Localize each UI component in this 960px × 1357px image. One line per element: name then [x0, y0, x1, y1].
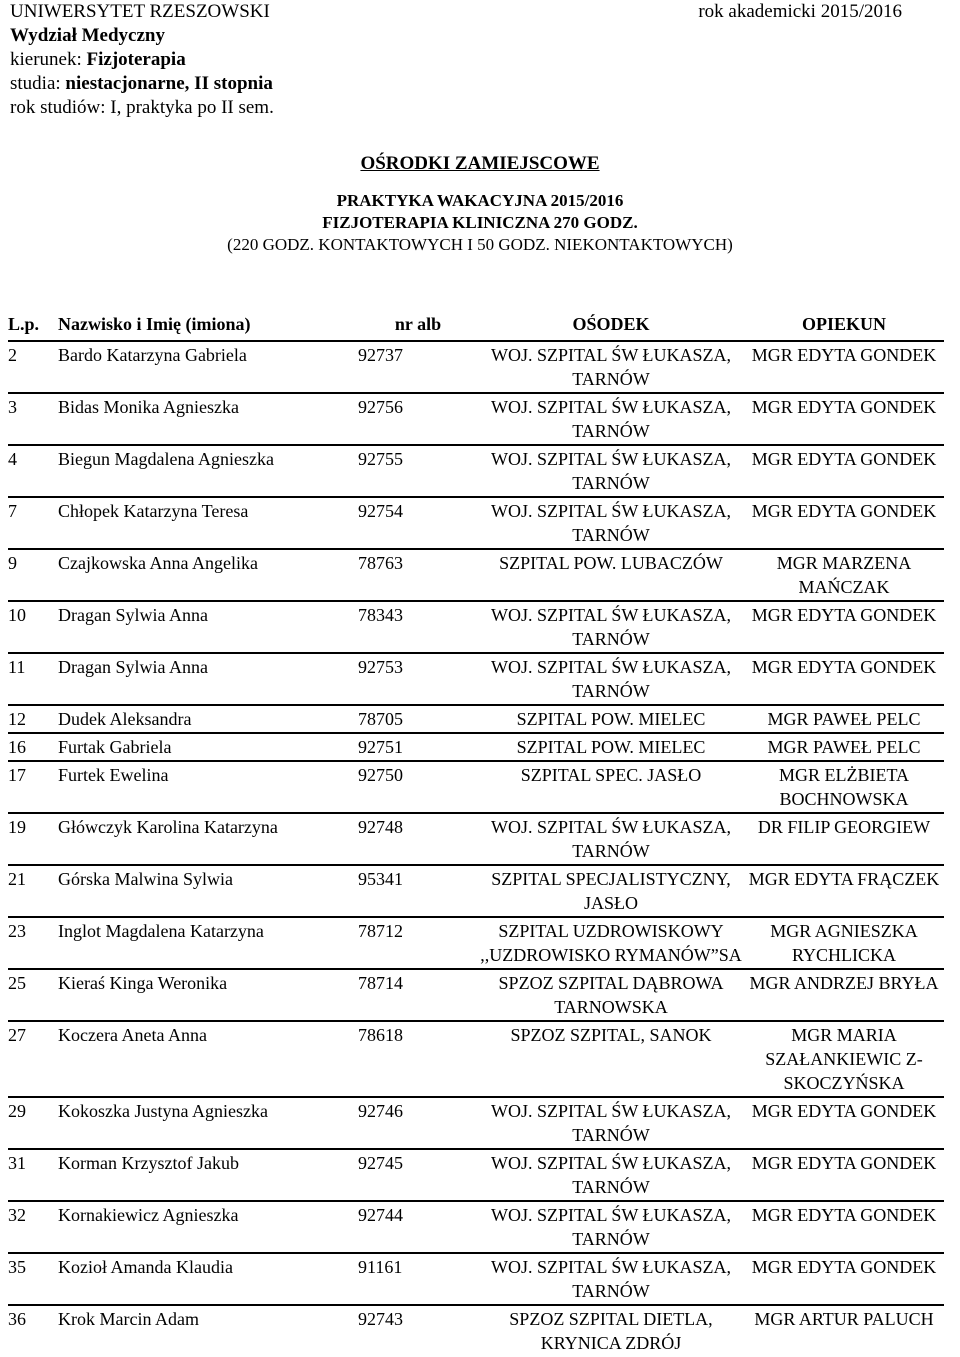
- row-lp: 3: [8, 393, 58, 445]
- row-album: 91161: [358, 1253, 478, 1305]
- row-lp: 4: [8, 445, 58, 497]
- row-site: WOJ. SZPITAL ŚW ŁUKASZA, TARNÓW: [478, 813, 744, 865]
- table-row: [8, 549, 944, 601]
- study-year: rok studiów: I, praktyka po II sem.: [10, 97, 274, 118]
- row-name: Kieraś Kinga Weronika: [58, 969, 358, 1021]
- row-tutor: MGR EDYTA FRĄCZEK: [744, 865, 944, 917]
- row-album: 92753: [358, 653, 478, 705]
- row-album: 92746: [358, 1097, 478, 1149]
- row-tutor: MGR PAWEŁ PELC: [744, 705, 944, 733]
- row-site: WOJ. SZPITAL ŚW ŁUKASZA, TARNÓW: [478, 1253, 744, 1305]
- row-tutor: MGR EDYTA GONDEK: [744, 445, 944, 497]
- table-header-row: [8, 310, 944, 341]
- row-album: 78714: [358, 969, 478, 1021]
- column-header-tutor: OPIEKUN: [744, 310, 944, 341]
- row-lp: 21: [8, 865, 58, 917]
- row-lp: 19: [8, 813, 58, 865]
- row-tutor: MGR EDYTA GONDEK: [744, 1097, 944, 1149]
- row-site: WOJ. SZPITAL ŚW ŁUKASZA, TARNÓW: [490, 345, 732, 389]
- row-name: Kornakiewicz Agnieszka: [58, 1201, 358, 1253]
- page-title: OŚRODKI ZAMIEJSCOWE: [360, 153, 600, 174]
- field-value: Fizjoterapia: [86, 49, 186, 70]
- row-tutor: MGR EDYTA GONDEK: [744, 1201, 944, 1253]
- row-site: WOJ. SZPITAL ŚW ŁUKASZA, TARNÓW: [478, 601, 744, 653]
- row-album: 92750: [358, 761, 478, 813]
- row-tutor: MGR MARIA SZAŁANKIEWIC Z-SKOCZYŃSKA: [744, 1021, 944, 1097]
- row-lp: 16: [8, 733, 58, 761]
- row-lp: 9: [8, 549, 58, 601]
- row-name: Górska Malwina Sylwia: [58, 865, 358, 917]
- row-tutor: MGR MARZENA MAŃCZAK: [744, 549, 944, 601]
- row-site: WOJ. SZPITAL ŚW ŁUKASZA, TARNÓW: [478, 393, 744, 445]
- row-lp: 11: [8, 653, 58, 705]
- row-site: SZPITAL SPECJALISTYCZNY, JASŁO: [478, 865, 744, 917]
- table-row: [8, 1097, 944, 1149]
- row-lp: 7: [8, 497, 58, 549]
- row-site: WOJ. SZPITAL ŚW ŁUKASZA, TARNÓW: [478, 497, 744, 549]
- subtitle-line-1: PRAKTYKA WAKACYJNA 2015/2016: [336, 191, 624, 210]
- table-row: [8, 761, 944, 813]
- row-name: Kokoszka Justyna Agnieszka: [58, 1097, 358, 1149]
- row-name: Koczera Aneta Anna: [58, 1021, 358, 1097]
- row-tutor: MGR EDYTA GONDEK: [744, 653, 944, 705]
- row-album: 78343: [358, 601, 478, 653]
- row-lp: 2: [8, 345, 17, 365]
- row-lp: 31: [8, 1149, 58, 1201]
- row-album: 92744: [358, 1201, 478, 1253]
- row-site: SPZOZ SZPITAL DĄBROWA TARNOWSKA: [478, 969, 744, 1021]
- table-row: [8, 813, 944, 865]
- row-name: Dragan Sylwia Anna: [58, 653, 358, 705]
- row-album: 78618: [358, 1021, 478, 1097]
- row-album: 78705: [358, 705, 478, 733]
- row-album: 78712: [358, 917, 478, 969]
- row-lp: 10: [8, 601, 58, 653]
- row-album: 95341: [358, 865, 478, 917]
- table-row: [8, 865, 944, 917]
- table-row: [8, 1305, 944, 1356]
- row-album: 92755: [358, 445, 478, 497]
- row-name: Chłopek Katarzyna Teresa: [58, 497, 358, 549]
- row-name: Krok Marcin Adam: [58, 1305, 358, 1356]
- table-row: [8, 733, 944, 761]
- row-album: 92748: [358, 813, 478, 865]
- row-album: 78763: [358, 549, 478, 601]
- row-tutor: MGR ARTUR PALUCH: [744, 1305, 944, 1356]
- table-row: [8, 653, 944, 705]
- row-tutor: DR FILIP GEORGIEW: [744, 813, 944, 865]
- row-site: WOJ. SZPITAL ŚW ŁUKASZA, TARNÓW: [478, 1097, 744, 1149]
- row-album: 92756: [358, 393, 478, 445]
- row-name: Kozioł Amanda Klaudia: [58, 1253, 358, 1305]
- row-site: WOJ. SZPITAL ŚW ŁUKASZA, TARNÓW: [478, 445, 744, 497]
- table-row: [8, 1149, 944, 1201]
- row-album: 92745: [358, 1149, 478, 1201]
- row-album: 92754: [358, 497, 478, 549]
- row-name: Korman Krzysztof Jakub: [58, 1149, 358, 1201]
- row-site: SZPITAL POW. MIELEC: [478, 733, 744, 761]
- row-site: SPZOZ SZPITAL DIETLA, KRYNICA ZDRÓJ: [478, 1305, 744, 1356]
- row-tutor: MGR EDYTA GONDEK: [744, 1253, 944, 1305]
- study-label: studia:: [10, 73, 66, 94]
- column-header-name: Nazwisko i Imię (imiona): [58, 310, 358, 341]
- row-name: Czajkowska Anna Angelika: [58, 549, 358, 601]
- table-row: [8, 1021, 944, 1097]
- row-tutor: MGR AGNIESZKA RYCHLICKA: [744, 917, 944, 969]
- row-tutor: MGR EDYTA GONDEK: [744, 393, 944, 445]
- table-row: [8, 705, 944, 733]
- column-header-album: nr alb: [358, 310, 478, 341]
- row-album: 92751: [358, 733, 478, 761]
- row-site: SPZOZ SZPITAL, SANOK: [478, 1021, 744, 1097]
- table-row: [8, 917, 944, 969]
- row-lp: 25: [8, 969, 58, 1021]
- table-row: [8, 393, 944, 445]
- faculty-name: Wydział Medyczny: [10, 25, 165, 46]
- table-row: [8, 601, 944, 653]
- row-site: WOJ. SZPITAL ŚW ŁUKASZA, TARNÓW: [478, 653, 744, 705]
- row-lp: 27: [8, 1021, 58, 1097]
- row-name: Inglot Magdalena Katarzyna: [58, 917, 358, 969]
- row-album: 92737: [358, 345, 403, 365]
- row-site: SZPITAL POW. MIELEC: [478, 705, 744, 733]
- page-subtitle: [0, 190, 960, 256]
- row-lp: 23: [8, 917, 58, 969]
- table-row: [8, 497, 944, 549]
- row-name: Bardo Katarzyna Gabriela: [58, 345, 247, 365]
- table-row: [8, 1201, 944, 1253]
- row-tutor: MGR EDYTA GONDEK: [751, 345, 937, 365]
- row-name: Dudek Aleksandra: [58, 705, 358, 733]
- row-tutor: MGR ANDRZEJ BRYŁA: [744, 969, 944, 1021]
- row-tutor: MGR EDYTA GONDEK: [744, 601, 944, 653]
- subtitle-line-2: FIZJOTERAPIA KLINICZNA 270 GODZ.: [322, 213, 638, 232]
- row-name: Bidas Monika Agnieszka: [58, 393, 358, 445]
- row-lp: 36: [8, 1305, 58, 1356]
- row-lp: 29: [8, 1097, 58, 1149]
- row-name: Furtek Ewelina: [58, 761, 358, 813]
- row-lp: 35: [8, 1253, 58, 1305]
- table-row: [8, 341, 944, 393]
- row-name: Furtak Gabriela: [58, 733, 358, 761]
- field-label: kierunek:: [10, 49, 87, 70]
- row-site: WOJ. SZPITAL ŚW ŁUKASZA, TARNÓW: [478, 1149, 744, 1201]
- row-album: 92743: [358, 1305, 478, 1356]
- row-name: Główczyk Karolina Katarzyna: [58, 813, 358, 865]
- column-header-site: OŚODEK: [478, 310, 744, 341]
- row-lp: 12: [8, 705, 58, 733]
- row-tutor: MGR EDYTA GONDEK: [744, 497, 944, 549]
- column-header-lp: L.p.: [8, 310, 58, 341]
- row-tutor: MGR EDYTA GONDEK: [744, 1149, 944, 1201]
- row-lp: 32: [8, 1201, 58, 1253]
- study-mode: [10, 72, 274, 96]
- table-body: [8, 341, 944, 1356]
- table-row: [8, 969, 944, 1021]
- table-row: [8, 445, 944, 497]
- table-row: [8, 1253, 944, 1305]
- row-tutor: MGR PAWEŁ PELC: [744, 733, 944, 761]
- university-name: UNIWERSYTET RZESZOWSKI: [10, 1, 270, 22]
- academic-year: rok akademicki 2015/2016: [698, 1, 902, 22]
- field-of-study: [10, 48, 274, 72]
- row-tutor: MGR ELŻBIETA BOCHNOWSKA: [744, 761, 944, 813]
- row-site: WOJ. SZPITAL ŚW ŁUKASZA, TARNÓW: [478, 1201, 744, 1253]
- row-site: SZPITAL POW. LUBACZÓW: [478, 549, 744, 601]
- row-name: Biegun Magdalena Agnieszka: [58, 445, 358, 497]
- row-site: SZPITAL UZDROWISKOWY ,,UZDROWISKO RYMANÓW”SA: [478, 917, 744, 969]
- row-site: SZPITAL SPEC. JASŁO: [478, 761, 744, 813]
- subtitle-line-3: (220 GODZ. KONTAKTOWYCH I 50 GODZ. NIEKONTAKTOWYCH): [227, 235, 733, 254]
- document-header: [10, 0, 274, 120]
- study-value: niestacjonarne, II stopnia: [65, 73, 273, 94]
- row-name: Dragan Sylwia Anna: [58, 601, 358, 653]
- row-lp: 17: [8, 761, 58, 813]
- student-table: [8, 310, 944, 1356]
